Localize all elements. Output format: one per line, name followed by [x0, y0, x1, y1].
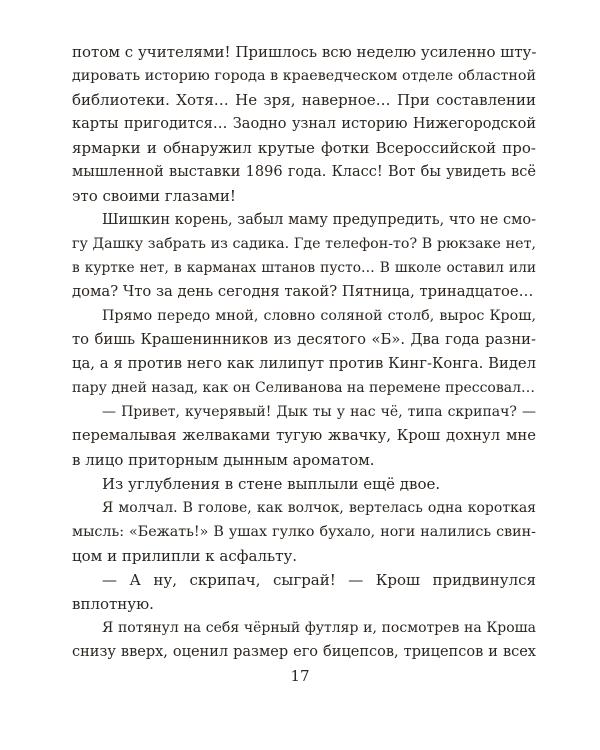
text-line: ца, а я против него как лилипут против Кинг-Конга. Видел [72, 355, 536, 372]
text-line: библиотеки. Хотя… Не зря, наверное… При составлении [72, 91, 536, 109]
text-line: потом с учителями! Пришлось всю неделю усиленно шту- [72, 43, 537, 61]
text-line: мышленной выставки 1896 года. Класс! Вот бы увидеть всё [72, 164, 536, 180]
text-line: дома? Что за день сегодня такой? Пятница, тринадцатое… [72, 283, 534, 300]
text-line: гу Дашку забрать из садика. Где телефон-то? В рюкзаке нет, [72, 236, 536, 252]
text-line: дировать историю города в краеведческом отделе областной [72, 68, 536, 84]
text-line: — А ну, скрипач, сыграй! — Крош придвинулся [102, 571, 536, 589]
page-number: 17 [290, 667, 310, 685]
text-line: ярмарки и обнаружил крутые фотки Всероссийской про- [72, 139, 536, 157]
text-line: снизу вверх, оценил размер его бицепсов, трицепсов и всех [72, 644, 536, 660]
text-line: — Привет, кучерявый! Дык ты у нас чё, типа скрипач? — [102, 404, 536, 420]
text-line: Прямо передо мной, словно соляной столб, вырос Крош, [102, 308, 536, 324]
text-line: Шишкин корень, забыл маму предупредить, что не смо- [102, 212, 536, 228]
text-line: мысль: «Бежать!» В ушах гулко бухало, ноги налились свин- [72, 524, 536, 540]
text-line: в лицо приторным дынным ароматом. [72, 451, 375, 469]
text-line: Я потянул на себя чёрный футляр и, посмотрев на Кроша [102, 620, 536, 636]
page-body [72, 40, 536, 664]
text-line: это своими глазами! [72, 187, 236, 205]
text-line: вплотную. [72, 595, 154, 613]
text-line: пару дней назад, как он Селиванова на перемене прессовал… [72, 380, 535, 396]
text-line: Я молчал. В голове, как волчок, вертелась одна короткая [102, 500, 536, 516]
text-line: цом и прилипли к асфальту. [72, 547, 298, 565]
text-line: карты пригодится… Заодно узнал историю Нижегородской [72, 116, 536, 132]
text-line: то бишь Крашенинников из десятого «Б». Два года разни- [72, 331, 536, 348]
text-line: перемалывая желваками тугую жвачку, Крош дохнул мне [72, 427, 536, 444]
text-line: Из углубления в стене выплыли ещё двое. [102, 475, 441, 493]
text-line: в куртке нет, в карманах штанов пусто… В школе оставил или [72, 260, 536, 276]
